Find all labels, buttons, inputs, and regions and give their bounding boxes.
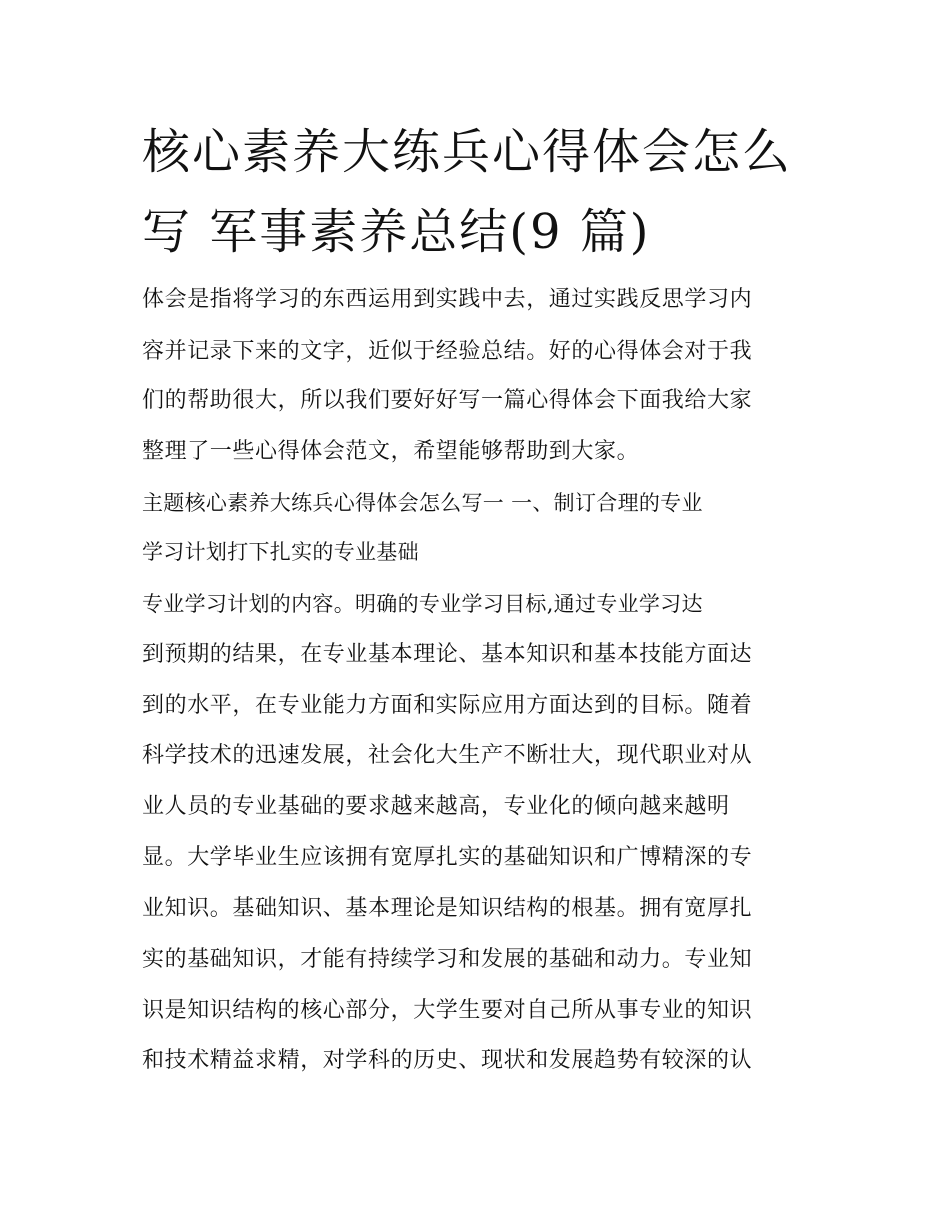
intro-line: 整理了一些心得体会范文，希望能够帮助到大家。 xyxy=(142,439,640,464)
title-line-1: 核心素养大练兵心得体会怎么 xyxy=(142,124,793,180)
body-paragraph-line: 和技术精益求精，对学科的历史、现状和发展趋势有较深的认 xyxy=(142,1048,753,1073)
title-line-2: 写 军事素养总结(9 篇) xyxy=(142,204,651,260)
body-paragraph-line: 显。大学毕业生应该拥有宽厚扎实的基础知识和广博精深的专 xyxy=(142,845,753,870)
intro-line: 体会是指将学习的东西运用到实践中去，通过实践反思学习内 xyxy=(142,287,753,312)
document-title xyxy=(142,112,822,272)
intro-line: 们的帮助很大，所以我们要好好写一篇心得体会下面我给大家 xyxy=(142,388,753,413)
body-paragraph-line: 业人员的专业基础的要求越来越高，专业化的倾向越来越明 xyxy=(142,794,730,819)
section-heading-line: 学习计划打下扎实的专业基础 xyxy=(142,540,419,564)
section-heading-line: 主题核心素养大练兵心得体会怎么写一 一、制订合理的专业 xyxy=(142,491,703,515)
intro-line: 容并记录下来的文字，近似于经验总结。好的心得体会对于我 xyxy=(142,339,753,364)
body-paragraph-line: 业知识。基础知识、基本理论是知识结构的根基。拥有宽厚扎 xyxy=(142,896,753,921)
body-paragraph-line: 识是知识结构的核心部分，大学生要对自己所从事专业的知识 xyxy=(142,998,753,1023)
body-paragraph-line: 实的基础知识，才能有持续学习和发展的基础和动力。专业知 xyxy=(142,947,753,972)
body-paragraph-line: 到的水平，在专业能力方面和实际应用方面达到的目标。随着 xyxy=(142,693,753,718)
body-paragraph-line: 到预期的结果，在专业基本理论、基本知识和基本技能方面达 xyxy=(142,642,753,667)
body-paragraph-line: 专业学习计划的内容。明确的专业学习目标,通过专业学习达 xyxy=(142,592,703,616)
body-paragraph-line: 科学技术的迅速发展，社会化大生产不断壮大，现代职业对从 xyxy=(142,743,753,768)
